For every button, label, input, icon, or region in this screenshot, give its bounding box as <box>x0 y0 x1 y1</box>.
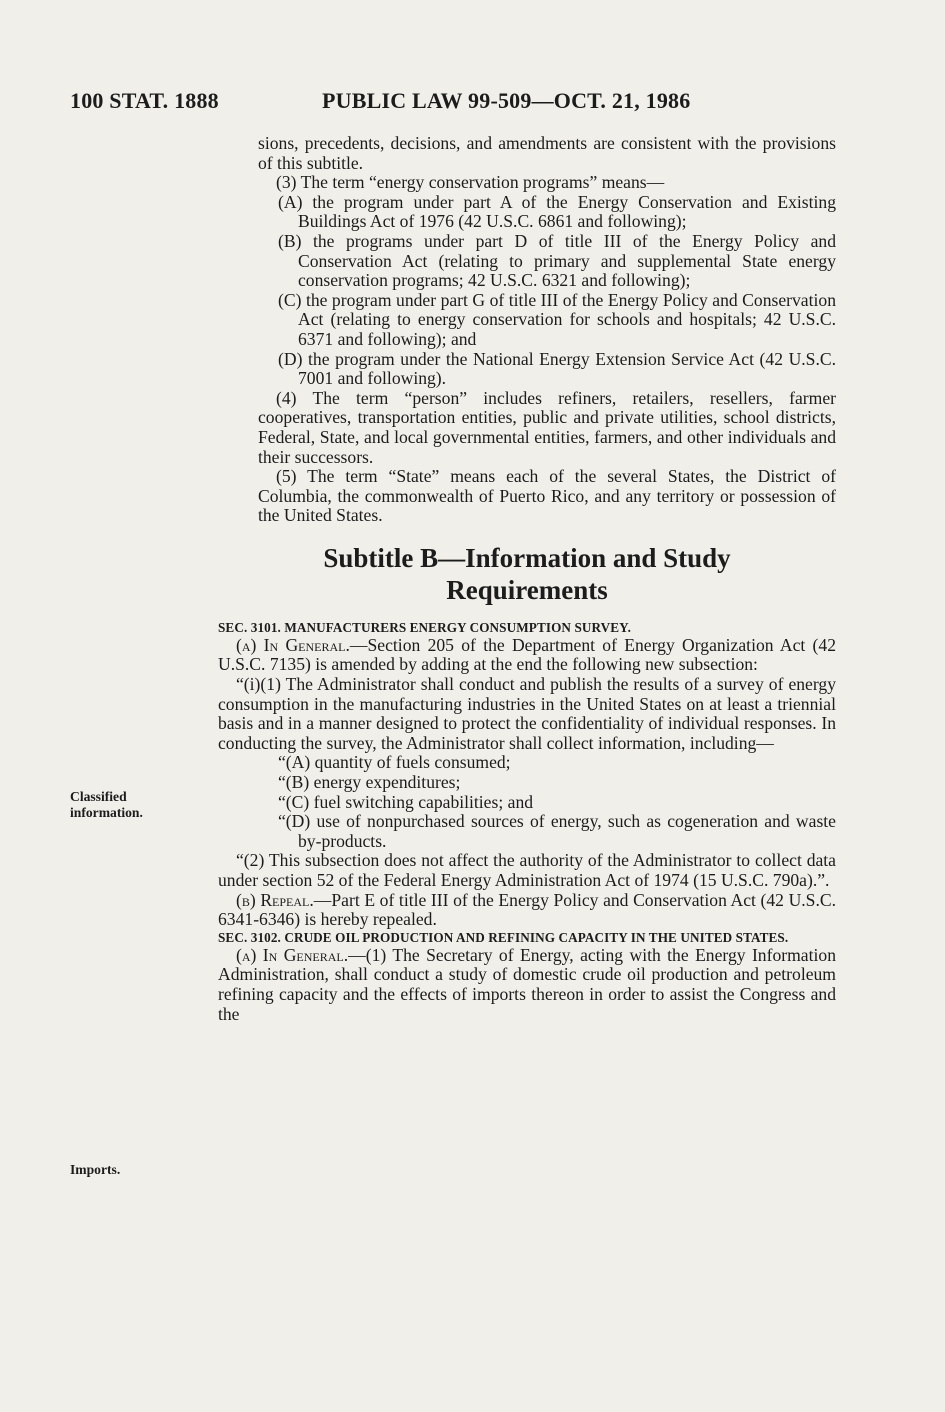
run-in-head: (a) In General. <box>236 944 349 965</box>
paragraph: (4) The term “person” includes refiners, retailers, resellers, farmer cooperatives, transportation entities, public and private utilities, school districts, Federal, State, and local governmental entities, farmers, and other individuals and their successors. <box>258 387 836 467</box>
paragraph: “(A) quantity of fuels consumed; <box>278 752 511 773</box>
paragraph: “(i)(1) The Administrator shall conduct and publish the results of a survey of energy consumption in the manufacturing industries in the United States on at least a triennial basis and in a manner designed to protect the confidentiality of individual responses. In conducting the survey, the Administrator shall collect information, including— <box>218 674 836 753</box>
margin-note-imports: Imports. <box>70 1162 121 1177</box>
page-citation: 100 STAT. 1888 <box>70 88 219 113</box>
paragraph <box>218 636 836 675</box>
paragraph: (5) The term “State” means each of the several States, the District of Columbia, the commonwealth of Puerto Rico, and any territory or possession of the United States. <box>258 466 836 526</box>
section-heading-3102: SEC. 3102. CRUDE OIL PRODUCTION AND REFINING CAPACITY IN THE UNITED STATES. <box>218 929 789 945</box>
subtitle-heading <box>218 542 836 606</box>
paragraph: (C) the program under part G of title III of the Energy Policy and Conservation Act (relating to energy conservation for schools and hospitals; 42 U.S.C. 6371 and following); and <box>278 289 836 349</box>
paragraph: sions, precedents, decisions, and amendments are consistent with the provisions of this subtitle. <box>258 133 836 173</box>
paragraph-text: —Section 205 of the Department of Energy Organization Act (42 U.S.C. 7135) is amended by adding at the end the following new subsection: <box>218 634 837 675</box>
paragraph: “(D) use of nonpurchased sources of energy, such as cogeneration and waste by-products. <box>278 811 836 851</box>
run-in-head: (a) In General. <box>236 634 350 655</box>
subtitle-line: Subtitle B—Information and Study <box>323 542 731 573</box>
paragraph-text: —(1) The Secretary of Energy, acting with the Energy Information Administration, shall conduct a study of domestic crude oil production and petroleum refining capacity and the effects of imports thereon in order to assist the Congress and the <box>218 944 836 1024</box>
body-text <box>218 134 836 1024</box>
running-head <box>70 88 870 118</box>
law-title: PUBLIC LAW 99-509—OCT. 21, 1986 <box>322 88 691 113</box>
margin-note-classified: Classified information. <box>70 789 143 820</box>
paragraph <box>218 891 836 930</box>
paragraph: (A) the program under part A of the Energy Conservation and Existing Buildings Act of 1976 (42 U.S.C. 6861 and following); <box>278 191 836 232</box>
paragraph: “(B) energy expenditures; <box>278 772 461 793</box>
paragraph-text: —Part E of title III of the Energy Policy and Conservation Act (42 U.S.C. 6341-6346) is hereby repealed. <box>218 889 836 930</box>
paragraph <box>218 946 836 1024</box>
run-in-head: (b) Repeal. <box>236 889 314 910</box>
section-heading-3101: SEC. 3101. MANUFACTURERS ENERGY CONSUMPTION SURVEY. <box>218 619 631 635</box>
paragraph: (D) the program under the National Energy Extension Service Act (42 U.S.C. 7001 and following). <box>278 348 836 389</box>
paragraph: (B) the programs under part D of title III of the Energy Policy and Conservation Act (relating to primary and supplemental State energy conservation programs; 42 U.S.C. 6321 and following); <box>278 230 836 291</box>
paragraph: “(C) fuel switching capabilities; and <box>278 791 534 812</box>
paragraph: (3) The term “energy conservation programs” means— <box>276 172 665 193</box>
paragraph: “(2) This subsection does not affect the authority of the Administrator to collect data under section 52 of the Federal Energy Administration Act of 1974 (15 U.S.C. 790a).”. <box>218 850 836 890</box>
subtitle-line: Requirements <box>446 574 608 605</box>
